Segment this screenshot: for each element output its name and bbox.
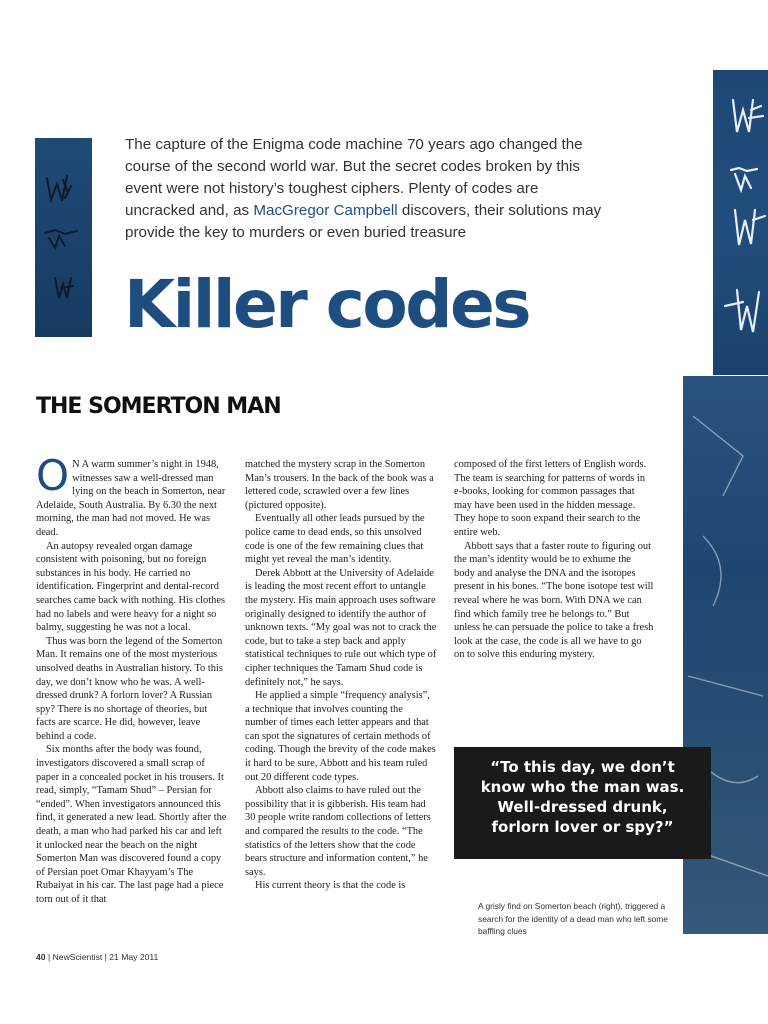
article-column-1 <box>36 451 228 907</box>
paragraph: O N A warm summer’s night in 1948, witnesses saw a well-dressed man lying on the beach in Somerton, near Adelaide, South Australia. By 6.30 the next morning, the man had not moved. He was dead. <box>36 451 226 538</box>
standfirst-text-1: The capture of the Enigma code machine 70 years ago changed the course of the second world war. But the secret codes broken by this event were not history’s toughest ciphers. Plenty of codes are uncracked and, as <box>125 136 583 219</box>
page-number: 40 <box>36 952 46 962</box>
author-name: MacGregor Campbell <box>253 202 398 219</box>
page-footer: 40 | NewScientist | 21 May 2011 <box>36 952 159 962</box>
paragraph: matched the mystery scrap in the Somerton Man’s trousers. In the back of the book was a lettered code, scrawled over a few lines (pictured opposite). <box>245 459 434 511</box>
headline: Killer codes <box>124 266 530 343</box>
paragraph: Six months after the body was found, investigators discovered a small scrap of paper in a concealed pocket in his trousers. It read, simply, “Tamam Shud” – Persian for “ended”. When investigators announced this find, it generated a new lead. Shortly after the death, a man who had parked his car and left it unlocked near the beach on the night Somerton Man was discovered found a copy of Persian poet Omar Khayyam’s The Rubaiyat in his car. The last page had a piece torn out of it that <box>36 744 227 905</box>
magazine-name: NewScientist <box>52 952 103 962</box>
paragraph: Abbott says that a faster route to figuring out the man’s identity would be to exhume the body and analyse the DNA and the isotopes present in his bones. “The bone isotope test will reveal where he was born. With DNA we can find which family tree he belongs to.” But unless he can persuade the police to take a fresh look at the case, the code is all we have to go on to solve this enduring mystery. <box>454 540 654 661</box>
article-column-2 <box>245 458 437 893</box>
article-column-3 <box>454 458 654 662</box>
code-thumbnail-image <box>35 138 92 337</box>
paragraph: Eventually all other leads pursued by the police came to dead ends, so this unsolved code is one of the few remaining clues that might yet reveal the man’s identity. <box>245 513 425 566</box>
pull-quote <box>454 747 711 859</box>
issue-date: 21 May 2011 <box>109 952 159 962</box>
code-scrawl-photo <box>713 70 768 375</box>
section-title: THE SOMERTON MAN <box>36 394 281 419</box>
paragraph: Thus was born the legend of the Somerton Man. It remains one of the most mysterious unsolved deaths in Australian history. To this day, we don’t know who he was. A well-dressed drunk? A forlorn lover? A Russian spy? There is no shortage of theories, but facts are scarce. He did, however, leave behind a code. <box>36 635 223 742</box>
paragraph: Derek Abbott at the University of Adelaide is leading the most recent effort to untangle the mystery. His main approach uses software originally designed to identify the author of unknown texts. “My goal was not to crack the code, but to take a step back and apply statistical techniques to rule out which type of cipher techniques the Tamam Shud code is definitely not,” he says. <box>245 567 437 688</box>
standfirst <box>125 134 610 244</box>
pull-quote-text: “To this day, we don’t know who the man was. Well-dressed drunk, forlorn lover or spy?” <box>480 758 685 836</box>
paragraph: composed of the first letters of English words. The team is searching for patterns of words in e-books, looking for common passages that may have been used in the hidden message. They hope to soon expand their search to the entire web. <box>454 459 647 538</box>
paragraph: Abbott also claims to have ruled out the possibility that it is gibberish. His team had 30 people write random collections of letters and compared the results to the code. “The statistics of the letters show that the code bears structure and information content,” he says. <box>245 785 431 878</box>
paragraph: He applied a simple “frequency analysis”, a technique that involves counting the number of times each letter appears and that can spot the signatures of certain methods of coding. Though the brevity of the code makes it hard to be sure, Abbott and his team ruled out 20 different code types. <box>245 690 436 783</box>
paragraph: An autopsy revealed organ damage consistent with poisoning, but no foreign substances in his body. He carried no identification. Fingerprint and dental-record searches came back with nothing. His clothes had no labels and were heavy for a night so balmy, suggesting he was not a local. <box>36 540 225 634</box>
drop-cap: O <box>36 451 70 500</box>
photo-caption: A grisly find on Somerton beach (right), triggered a search for the identity of a dead man who left some baffling clues <box>478 901 668 936</box>
paragraph: His current theory is that the code is <box>255 880 406 892</box>
standfirst-text-2: discovers, their solutions may provide the key to murders or even buried treasure <box>125 202 602 241</box>
